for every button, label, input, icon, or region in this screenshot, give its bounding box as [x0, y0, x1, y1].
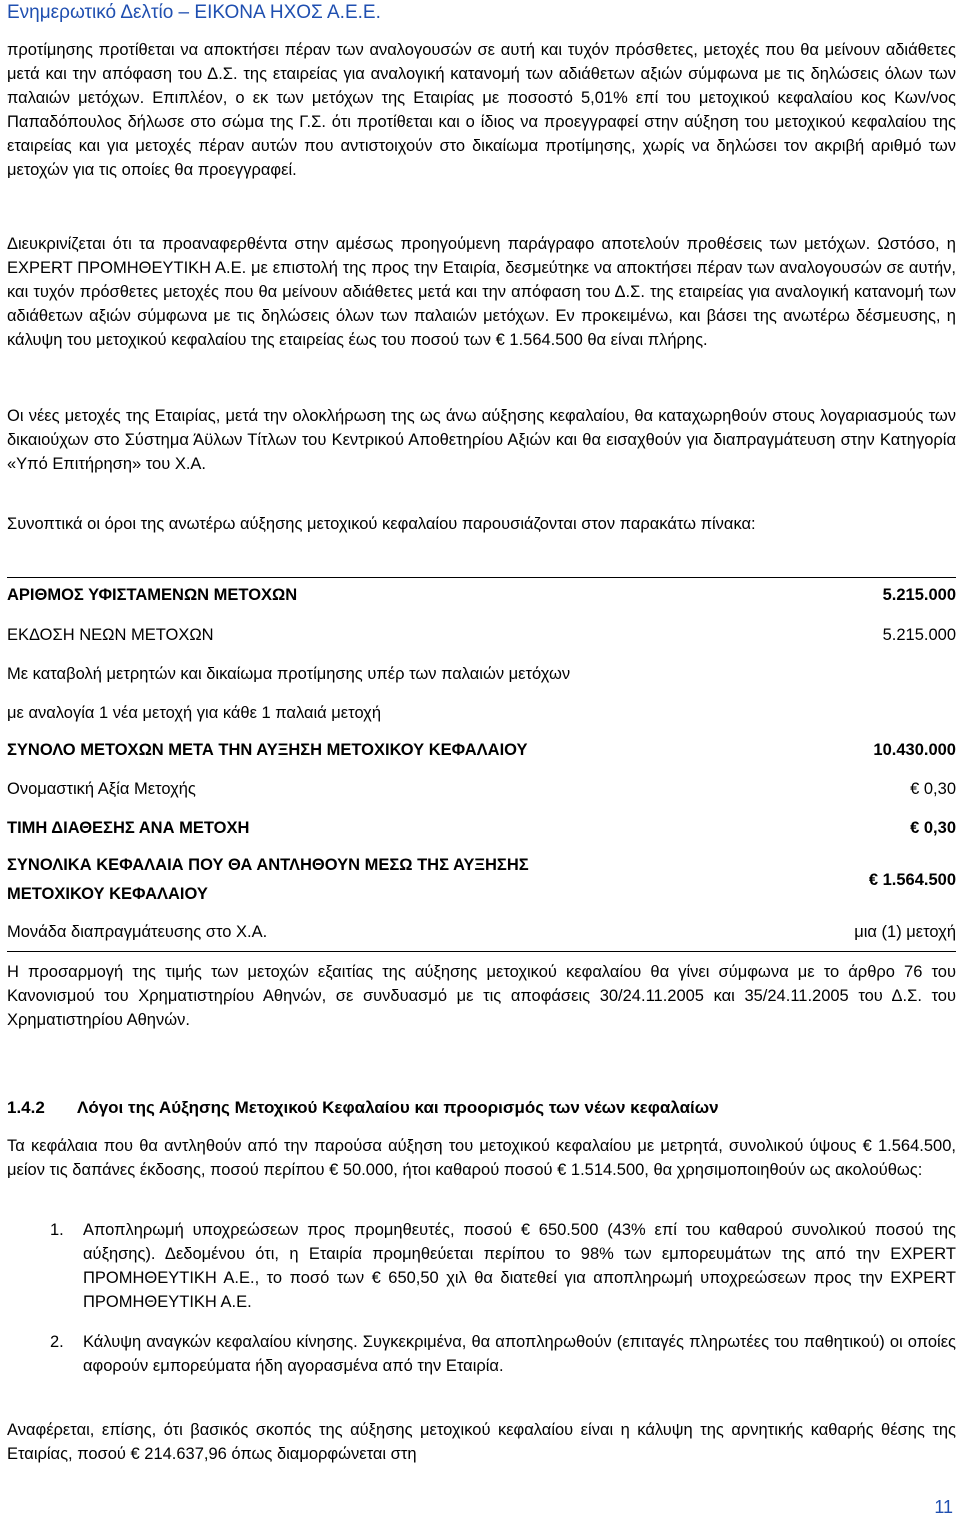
- list-item-text: Αποπληρωμή υποχρεώσεων προς προμηθευτές, ποσού € 650.500 (43% επί του καθαρού συνολικού ποσού της αύξησης). Δεδομένου ότι, η Εταιρία προμηθεύεται περίπου το 98% των εμπορευμάτων της από την EXPERT ΠΡΟΜΗΘΕΥΤΙΚΗ Α.Ε., το ποσό των € 650,50 χιλ θα διατεθεί για αποπληρωμή υποχρεώσεων προς την EXPERT ΠΡΟΜΗΘΕΥΤΙΚΗ Α.Ε.: [83, 1221, 956, 1311]
- list-item-number: 1.: [50, 1221, 64, 1239]
- total-funds-value: € 1.564.500: [868, 871, 956, 889]
- table-top-rule: [7, 577, 956, 578]
- paragraph-new-shares: Οι νέες μετοχές της Εταιρίας, μετά την ολοκλήρωση της ως άνω αύξησης κεφαλαίου, θα καταχωρηθούν στους λογαριασμούς των δικαιούχων στο Σύστημα Άϋλων Τίτλων του Κεντρικού Αποθετηρίου Αξιών και θα εισαχθούν για διαπραγμάτευση στην Κατηγορία «Υπό Επιτήρηση» του Χ.Α.: [7, 407, 956, 473]
- list-item: [50, 1218, 956, 1314]
- new-shares-note: Με καταβολή μετρητών και δικαίωμα προτίμησης υπέρ των παλαιών μετόχων: [7, 665, 571, 683]
- trading-unit-label: Μονάδα διαπραγμάτευσης στο Χ.Α.: [7, 923, 268, 941]
- nominal-value-label: Ονομαστική Αξία Μετοχής: [7, 780, 196, 798]
- total-shares-value: 10.430.000: [873, 741, 956, 759]
- paragraph-clarification: Διευκρινίζεται ότι τα προαναφερθέντα στην αμέσως προηγούμενη παράγραφο αποτελούν προθέσεις των μετόχων. Ωστόσο, η EXPERT ΠΡΟΜΗΘΕΥΤΙΚΗ Α.Ε. με επιστολή της προς την Εταιρία, δεσμεύτηκε να αποκτήσει πέραν των αναλογουσών σε αυτήν, και τυχόν πρόσθετες μετοχές που θα μείνουν αδιάθετες μετά και την απόφαση του Δ.Σ. της εταιρείας για αναλογική κατανομή των αδιάθετων αξιών σύμφωνα με τις δηλώσεις όλων των παλαιών μετόχων. Εν προκειμένω, και βάσει της ανωτέρω δέσμευσης, η κάλυψη του μετοχικού κεφαλαίου της εταιρείας έως του ποσού των € 1.564.500 θα είναι πλήρης.: [7, 235, 956, 349]
- total-funds-label-1: ΣΥΝΟΛΙΚΑ ΚΕΦΑΛΑΙΑ ΠΟΥ ΘΑ ΑΝΤΛΗΘΟΥΝ ΜΕΣΩ ΤΗΣ ΑΥΞΗΣΗΣ: [7, 856, 529, 874]
- offer-price-label: ΤΙΜΗ ΔΙΑΘΕΣΗΣ ΑΝΑ ΜΕΤΟΧΗ: [7, 819, 250, 837]
- paragraph-intro: προτίμησης προτίθεται να αποκτήσει πέραν των αναλογουσών σε αυτή και τυχόν πρόσθετες, μετοχές που θα μείνουν αδιάθετες μετά και την απόφαση του Δ.Σ. της εταιρείας για αναλογική κατανομή των αδιάθετων αξιών σύμφωνα με τις δηλώσεις όλων των παλαιών μετόχων. Επιπλέον, ο εκ των μετόχων της Εταιρίας με ποσοστό 5,01% επί του μετοχικού κεφαλαίου κος Κων/νος Παπαδόπουλος δήλωσε στο σώμα της Γ.Σ. ότι προτίθεται και ο ίδιος να προεγγραφεί στην αύξηση του μετοχικού κεφαλαίου της εταιρείας και για μετοχές πέραν αυτών που αντιστοιχούν στο δικαίωμα προτίμησης, χωρίς να δηλώσει τον ακριβή αριθμό των μετοχών για τις οποίες θα προεγγραφεί.: [7, 41, 956, 179]
- offer-price-value: € 0,30: [910, 819, 956, 837]
- nominal-value: € 0,30: [910, 780, 956, 798]
- paragraph-summary: Συνοπτικά οι όροι της ανωτέρω αύξησης μετοχικού κεφαλαίου παρουσιάζονται στον παρακάτω πίνακα:: [7, 515, 756, 533]
- list-item: [50, 1330, 956, 1402]
- new-shares-value: 5.215.000: [882, 626, 956, 644]
- trading-unit-value: μια (1) μετοχή: [854, 923, 956, 941]
- total-funds-label-2: ΜΕΤΟΧΙΚΟΥ ΚΕΦΑΛΑΙΟΥ: [7, 885, 208, 903]
- section-title: Λόγοι της Αύξησης Μετοχικού Κεφαλαίου και προορισμός των νέων κεφαλαίων: [77, 1098, 719, 1117]
- section-closing: Αναφέρεται, επίσης, ότι βασικός σκοπός της αύξησης μετοχικού κεφαλαίου είναι η κάλυψη της αρνητικής καθαρής θέσης της Εταιρίας, ποσού € 214.637,96 όπως διαμορφώνεται στη: [7, 1421, 956, 1463]
- existing-shares-value: 5.215.000: [882, 586, 956, 604]
- new-shares-label: ΕΚΔΟΣΗ ΝΕΩΝ ΜΕΤΟΧΩΝ: [7, 626, 214, 644]
- paragraph-price-adjustment: Η προσαρμογή της τιμής των μετοχών εξαιτίας της αύξησης μετοχικού κεφαλαίου θα γίνει σύμφωνα με το άρθρο 76 του Κανονισμού του Χρηματιστηρίου Αθηνών, σε συνδυασμό με τις αποφάσεις 30/24.11.2005 και 35/24.11.2005 του Δ.Σ. του Χρηματιστηρίου Αθηνών.: [7, 963, 956, 1029]
- existing-shares-label: ΑΡΙΘΜΟΣ ΥΦΙΣΤΑΜΕΝΩΝ ΜΕΤΟΧΩΝ: [7, 586, 298, 604]
- page-number: 11: [934, 1497, 953, 1517]
- list-item-number: 2.: [50, 1333, 64, 1351]
- table-bottom-rule: [7, 951, 956, 952]
- section-heading: [7, 1098, 719, 1118]
- section-number: 1.4.2: [7, 1098, 45, 1117]
- new-shares-ratio: με αναλογία 1 νέα μετοχή για κάθε 1 παλαιά μετοχή: [7, 704, 382, 722]
- document-header: Ενημερωτικό Δελτίο – ΕΙΚΟΝΑ ΗΧΟΣ Α.Ε.Ε.: [7, 2, 381, 23]
- section-intro: Τα κεφάλαια που θα αντληθούν από την παρούσα αύξηση του μετοχικού κεφαλαίου με μετρητά, συνολικού ύψους € 1.564.500, μείον τις δαπάνες έκδοσης, ποσού περίπου € 50.000, ήτοι καθαρού ποσού € 1.514.500, θα χρησιμοποιηθούν ως ακολούθως:: [7, 1137, 956, 1179]
- total-shares-label: ΣΥΝΟΛΟ ΜΕΤΟΧΩΝ ΜΕΤΑ ΤΗΝ ΑΥΞΗΣΗ ΜΕΤΟΧΙΚΟΥ ΚΕΦΑΛΑΙΟΥ: [7, 741, 528, 759]
- list-item-text: Κάλυψη αναγκών κεφαλαίου κίνησης. Συγκεκριμένα, θα αποπληρωθούν (επιταγές πληρωτέες του παθητικού) οι οποίες αφορούν εμπορεύματα ήδη αγορασμένα από την Εταιρία.: [83, 1333, 956, 1375]
